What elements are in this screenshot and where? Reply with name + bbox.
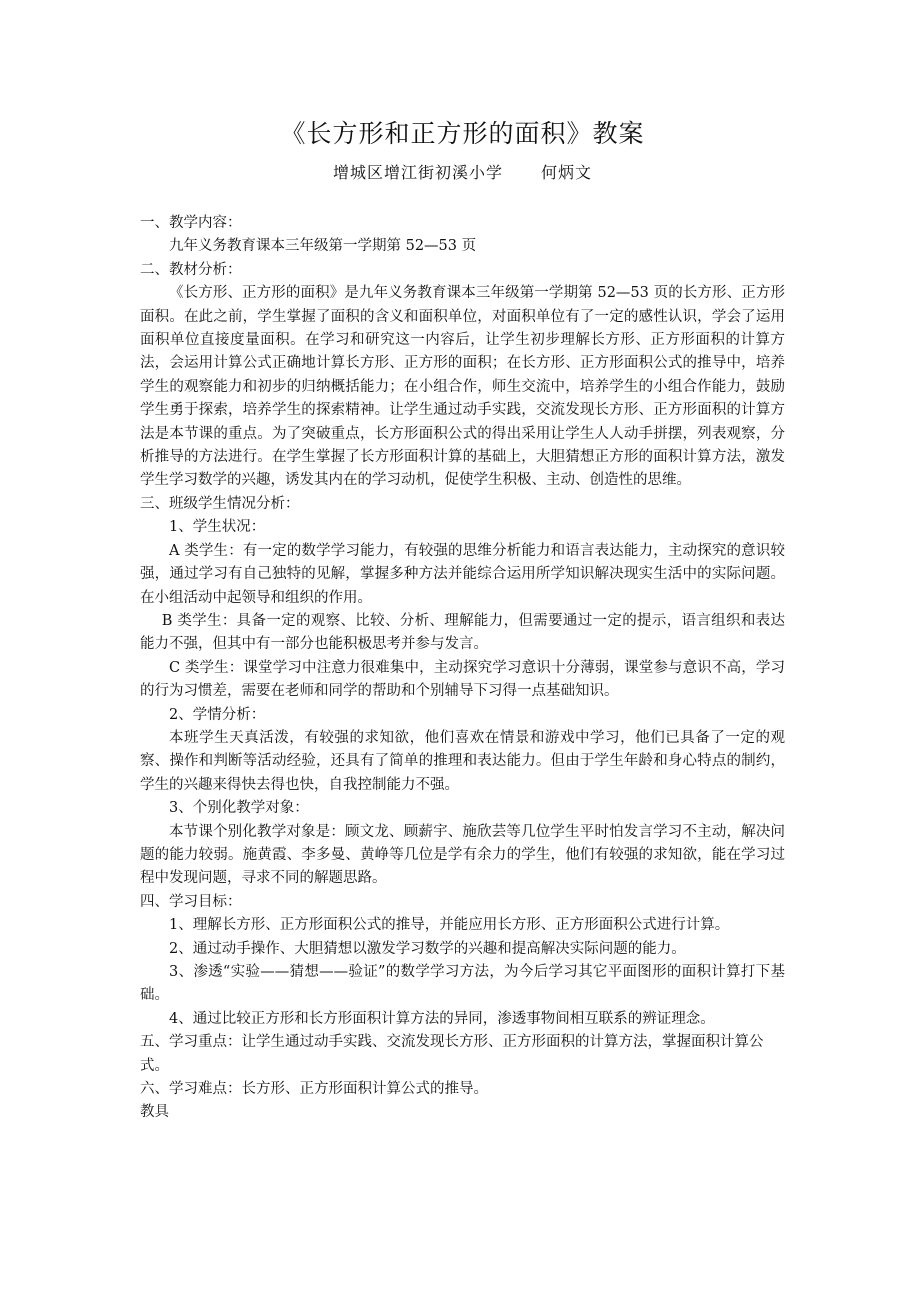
subheading-individual-targets: 3、个别化教学对象： [169,800,309,817]
objective-4: 4、通过比较正方形和长方形面积计算方法的异同，渗透事物间相互联系的辨证理念。 [169,1010,715,1027]
section-teaching-aids: 教具 [140,1104,169,1121]
material-analysis-paragraph: 《长方形、正方形的面积》是九年义务教育课本三年级第一学期第 52—53 页的长方形、正方形面积。在此之前，学生掌握了面积的含义和面积单位，对面积单位有了一定的感性认识，学会了运用面积单位直接度量面积。在学习和研究这一内容后，让学生初步理解长方形、正方形面积的计算方法，会运用计算公式正确地计算长方形、正方形的面积；在长方形、正方形面积公式的推导中，培养学生的观察能力和初步的归纳概括能力；在小组合作，师生交流中，培养学生的小组合作能力，鼓励学生勇于探索，培养学生的探索精神。让学生通过动手实践，交流发现长方形、正方形面积的计算方法是本节课的重点。为了突破重点，长方形面积公式的得出采用让学生人人动手拼摆，列表观察，分析推导的方法进行。在学生掌握了长方形面积计算的基础上，大胆猜想正方形的面积计算方法，激发学生学习数学的兴趣，诱发其内在的学习动机，促使学生积极、主动、创造性的思维。 [140,285,785,489]
document-title: 《长方形和正方形的面积》教案 [280,119,645,148]
section-heading-students: 三、班级学生情况分析： [140,495,300,512]
objective-1: 1、理解长方形、正方形面积公式的推导，并能应用长方形、正方形面积公式进行计算。 [169,917,730,934]
section-difficulties: 六、学习难点：长方形、正方形面积计算公式的推导。 [140,1081,488,1098]
section-heading-objectives: 四、学习目标： [140,893,242,910]
document-page [140,112,785,1125]
objective-2: 2、通过动手操作、大胆猜想以激发学习数学的兴趣和提高解决实际问题的能力。 [169,940,686,957]
individual-targets-paragraph: 本节课个别化教学对象是：顾文龙、顾薪宇、施欣芸等几位学生平时怕发言学习不主动，解决问题的能力较弱。施黄霞、李多曼、黄峥等几位是学有余力的学生，他们有较强的求知欲，能在学习过程中发现问题，寻求不同的解题思路。 [140,823,785,887]
paragraph-c-students: C 类学生：课堂学习中注意力很难集中，主动探究学习意识十分薄弱，课堂参与意识不高，学习的行为习惯差，需要在老师和同学的帮助和个别辅导下习得一点基础知识。 [140,659,785,700]
byline [140,158,785,188]
paragraph-b-students: B 类学生：具备一定的观察、比较、分析、理解能力，但需要通过一定的提示，语言组织和表达能力不强，但其中有一部分也能积极思考并参与发言。 [140,612,785,653]
section-key-points: 五、学习重点：让学生通过动手实践、交流发现长方形、正方形面积的计算方法，掌握面积计算公式。 [140,1034,764,1074]
learning-analysis-paragraph: 本班学生天真活泼，有较强的求知欲，他们喜欢在情景和游戏中学习，他们已具备了一定的观察、操作和判断等活动经验，还具有了简单的推理和表达能力。但由于学生年龄和身心特点的制约，学生的兴趣来得快去得也快，自我控制能力不强。 [140,729,785,793]
school-name: 增城区增江街初溪小学 [332,163,503,182]
subheading-learning-analysis: 2、学情分析： [169,706,266,723]
section-heading-content: 一、教学内容： [140,215,242,231]
subheading-student-status: 1、学生状况： [169,519,266,536]
section-heading-analysis: 二、教材分析： [140,261,242,278]
objective-3: 3、渗透“实验——猜想——验证”的数学学习方法，为今后学习其它平面图形的面积计算打下基础。 [140,964,785,1004]
paragraph-a-students: A 类学生：有一定的数学学习能力，有较强的思维分析能力和语言表达能力，主动探究的意识较强，通过学习有自己独特的见解，掌握多种方法并能综合运用所学知识解决现实生活中的实际问题。在小组活动中起领导和组织的作用。 [140,542,785,606]
author-name: 何炳文 [541,163,593,182]
teaching-content-text: 九年义务教育课本三年级第一学期第 52—53 页 [169,238,477,255]
